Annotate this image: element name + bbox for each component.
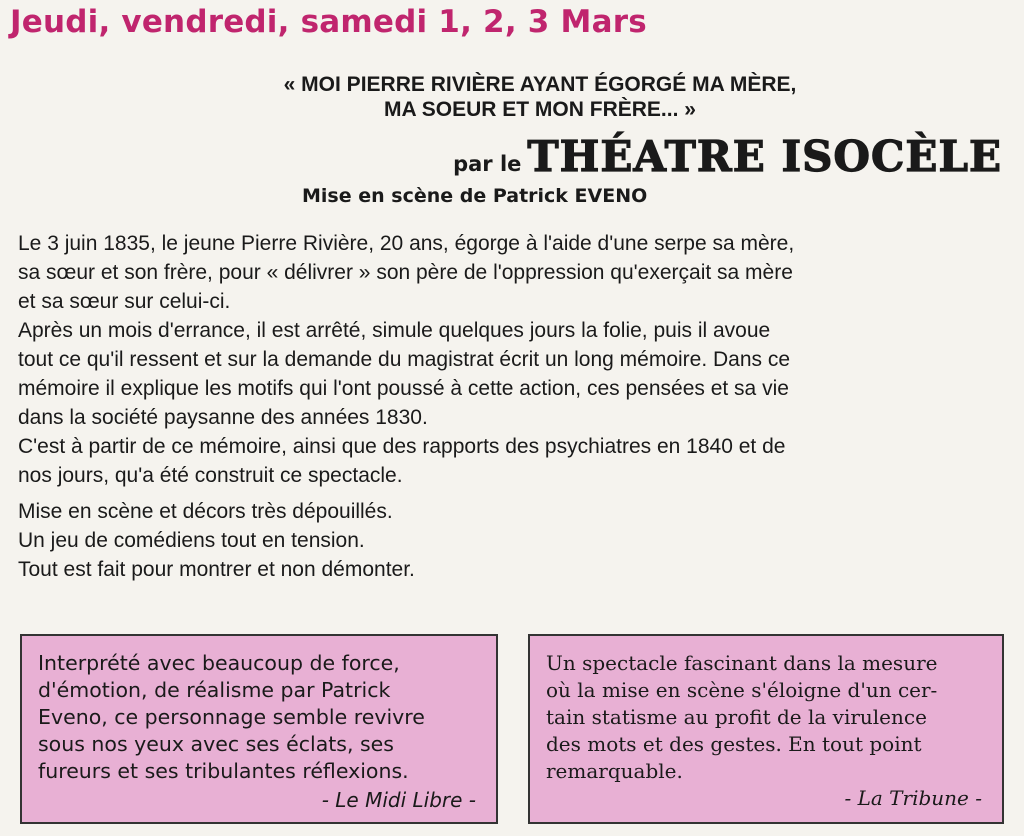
company-byline	[453, 132, 1002, 181]
summary-line: Tout est fait pour montrer et non démonter.	[18, 558, 415, 581]
director-credit: Mise en scène de Patrick EVENO	[302, 185, 648, 207]
summary-line: Mise en scène et décors très dépouillés.	[18, 500, 393, 523]
company-name: THÉATRE ISOCÈLE	[527, 132, 1002, 181]
review-box-la-tribune	[528, 634, 1004, 824]
show-title-line-1: « MOI PIERRE RIVIÈRE AYANT ÉGORGÉ MA MÈRE,	[283, 73, 797, 96]
review-line: remarquable.	[546, 759, 683, 783]
review-line: Eveno, ce personnage semble revivre	[38, 705, 425, 729]
review-line: sous nos yeux avec ses éclats, ses	[38, 732, 394, 756]
summary-line: Un jeu de comédiens tout en tension.	[18, 529, 365, 552]
synopsis-line: dans la société paysanne des années 1830.	[18, 406, 428, 429]
review-source: - La Tribune -	[844, 786, 982, 810]
review-box-midi-libre	[20, 634, 498, 824]
review-line: tain statisme au profit de la virulence	[546, 705, 927, 729]
review-line: Interprété avec beaucoup de force,	[38, 651, 400, 675]
review-source: - Le Midi Libre -	[321, 788, 476, 812]
review-line: où la mise en scène s'éloigne d'un cer-	[546, 678, 938, 702]
review-line: des mots et des gestes. En tout point	[546, 732, 922, 756]
synopsis-line: nos jours, qu'a été construit ce spectacle.	[18, 464, 403, 487]
show-title	[120, 72, 960, 122]
review-text	[38, 650, 480, 785]
review-line: Un spectacle fascinant dans la mesure	[546, 651, 938, 675]
synopsis	[18, 229, 1008, 584]
review-line: d'émotion, de réalisme par Patrick	[38, 678, 391, 702]
synopsis-line: C'est à partir de ce mémoire, ainsi que des rapports des psychiatres en 1840 et de	[18, 435, 786, 458]
synopsis-line: Après un mois d'errance, il est arrêté, simule quelques jours la folie, puis il avoue	[18, 319, 771, 342]
synopsis-line: mémoire il explique les motifs qui l'ont poussé à cette action, ces pensées et sa vie	[18, 377, 789, 400]
event-date-heading: Jeudi, vendredi, samedi 1, 2, 3 Mars	[10, 4, 647, 40]
show-title-line-2: MA SOEUR ET MON FRÈRE... »	[384, 98, 696, 121]
synopsis-line: et sa sœur sur celui-ci.	[18, 290, 231, 313]
review-text	[546, 650, 986, 785]
synopsis-line: tout ce qu'il ressent et sur la demande du magistrat écrit un long mémoire. Dans ce	[18, 348, 791, 371]
review-line: fureurs et ses tribulantes réflexions.	[38, 759, 409, 783]
byline-prefix: par le	[453, 152, 522, 176]
synopsis-line: Le 3 juin 1835, le jeune Pierre Rivière, 20 ans, égorge à l'aide d'une serpe sa mère,	[18, 232, 795, 255]
synopsis-line: sa sœur et son frère, pour « délivrer » son père de l'oppression qu'exerçait sa mère	[18, 261, 793, 284]
